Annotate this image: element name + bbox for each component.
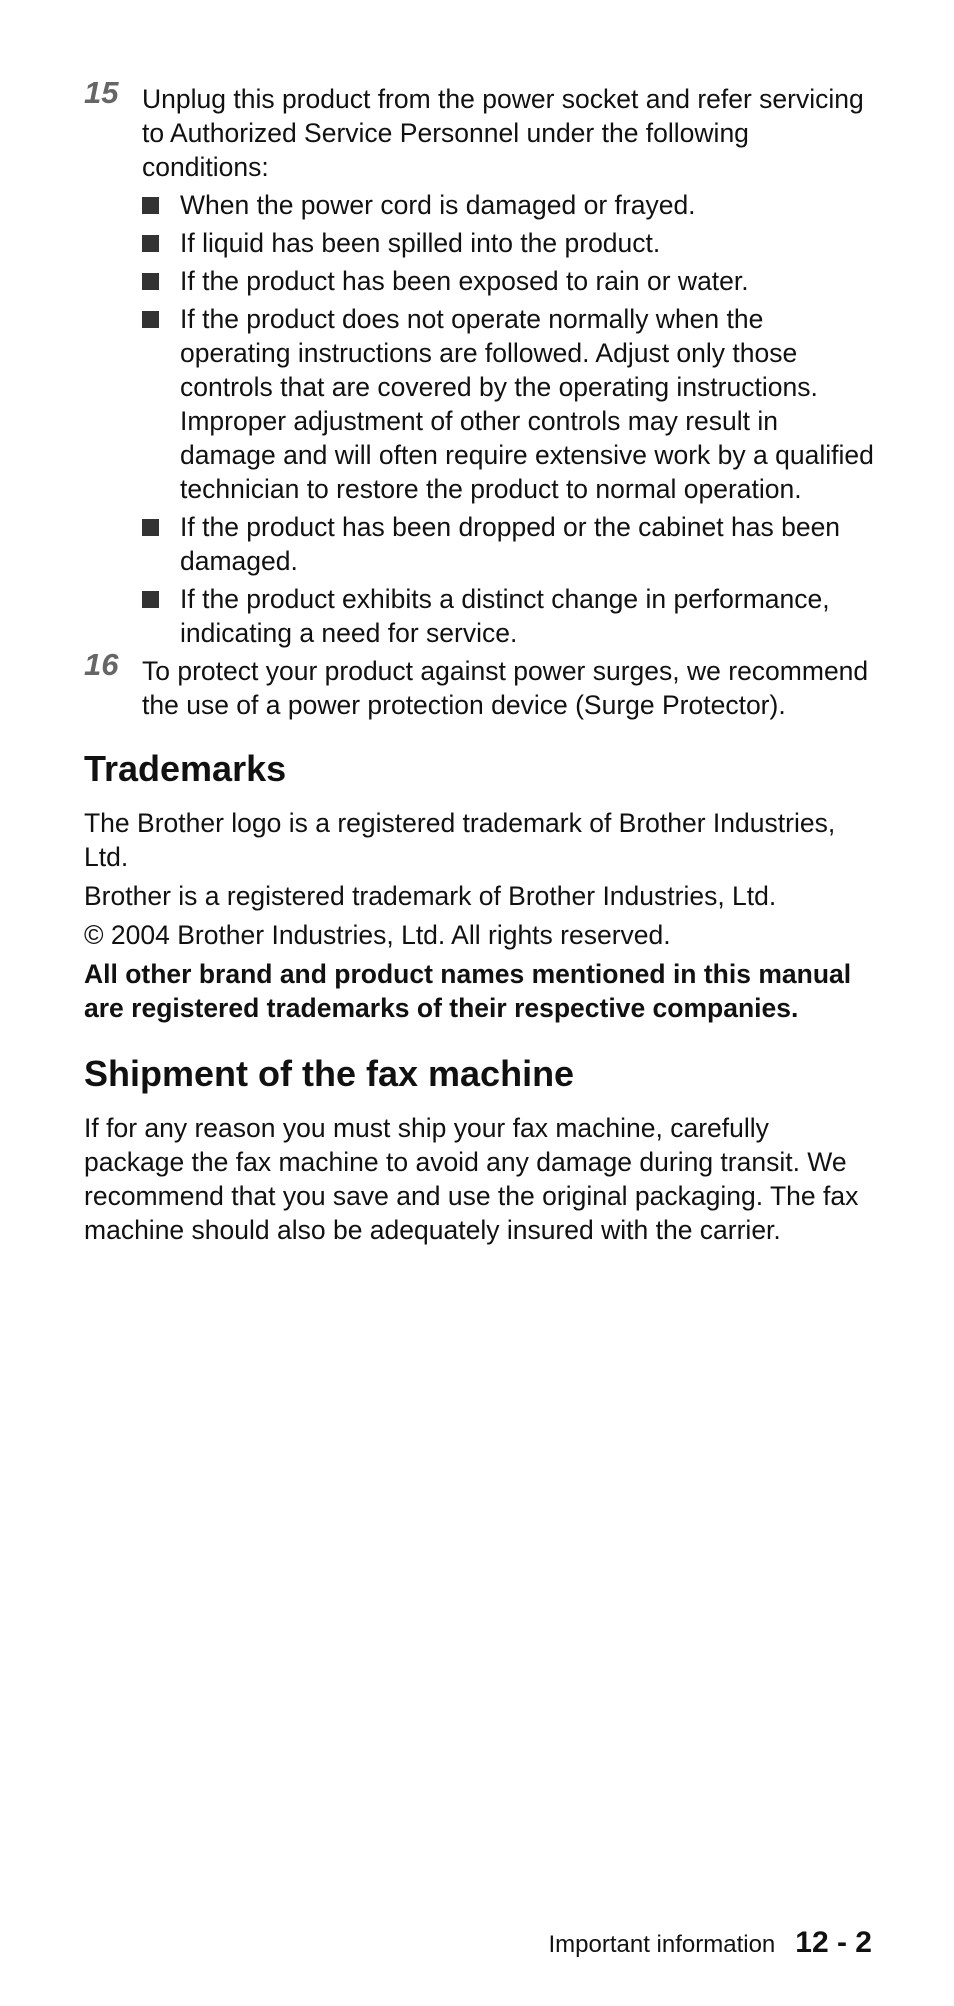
list-item — [142, 226, 874, 260]
list-item-text: If the product exhibits a distinct change in performance, indicating a need for service. — [180, 584, 830, 648]
trademark-paragraph: The Brother logo is a registered trademark of Brother Industries, Ltd. — [84, 808, 836, 872]
step-16 — [84, 647, 874, 722]
step-15 — [84, 75, 874, 650]
list-item-text: If the product has been exposed to rain or water. — [180, 266, 749, 296]
square-bullet-icon — [142, 273, 159, 290]
condition-list — [142, 188, 874, 650]
step-text: Unplug this product from the power socket and refer servicing to Authorized Service Personnel under the following conditions: — [142, 84, 864, 182]
list-item — [142, 510, 874, 578]
square-bullet-icon — [142, 311, 159, 328]
page-number: 12 - 2 — [795, 1926, 872, 1959]
list-item — [142, 188, 874, 222]
trademark-disclaimer: All other brand and product names mentioned in this manual are registered trademarks of their respective companies. — [84, 959, 852, 1023]
list-item — [142, 302, 874, 506]
trademarks-section — [84, 748, 874, 1025]
page-content — [84, 75, 874, 1252]
section-heading: Shipment of the fax machine — [84, 1053, 575, 1094]
shipment-section — [84, 1053, 874, 1247]
list-item — [142, 264, 874, 298]
footer-chapter-label: Important information — [548, 1931, 776, 1958]
list-item-text: If the product has been dropped or the cabinet has been damaged. — [180, 512, 841, 576]
list-item-text: If liquid has been spilled into the product. — [180, 228, 661, 258]
square-bullet-icon — [142, 591, 159, 608]
square-bullet-icon — [142, 235, 159, 252]
list-item-text: When the power cord is damaged or frayed. — [180, 190, 696, 220]
step-text: To protect your product against power surges, we recommend the use of a power protection device (Surge Protector). — [142, 656, 869, 720]
list-item — [142, 582, 874, 650]
page-footer — [549, 1926, 873, 1960]
trademark-paragraph: Brother is a registered trademark of Brother Industries, Ltd. — [84, 881, 777, 911]
step-number: 16 — [84, 647, 119, 682]
shipment-paragraph: If for any reason you must ship your fax machine, carefully package the fax machine to avoid any damage during transit. We recommend that you save and use the original packaging. The fax machine should also be adequately insured with the carrier. — [84, 1113, 859, 1245]
square-bullet-icon — [142, 197, 159, 214]
section-heading: Trademarks — [84, 748, 287, 789]
square-bullet-icon — [142, 519, 159, 536]
list-item-text: If the product does not operate normally when the operating instructions are followed. Adjust only those controls that are covered by the operating instructions. Improper adjustment of other controls may result in damage and will often require extensive work by a qualified technician to restore the product to normal operation. — [180, 304, 874, 504]
step-number: 15 — [84, 75, 119, 110]
copyright-notice: © 2004 Brother Industries, Ltd. All rights reserved. — [84, 920, 671, 950]
